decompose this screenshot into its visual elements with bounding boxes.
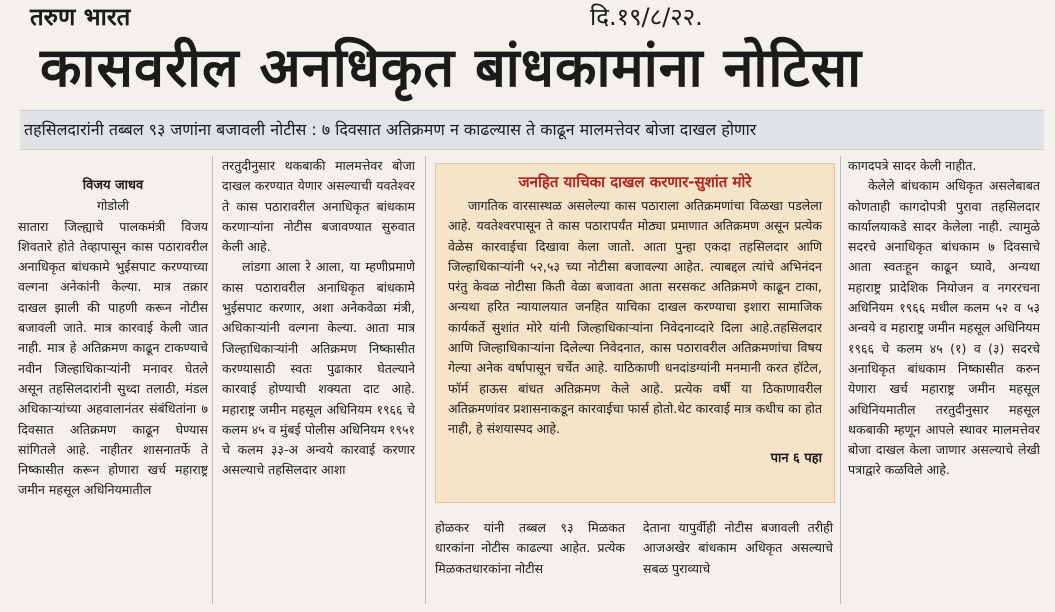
bottom-columns [435, 518, 835, 606]
byline: विजय जाधव [82, 178, 144, 193]
headline: कासवरील अनधिकृत बांधकामांना नोटिसा [40, 36, 863, 99]
bottom-left-text: होळकर यांनी तब्बल ९३ मिळकत धारकांना नोटीस काढल्या आहेत. प्रत्येक मिळकतधारकांना नोटीस [435, 520, 625, 576]
bottom-right-text: देताना यापुर्वीही नोटीस बजावली तरीही आजअखेर बांधकाम अधिकृत असल्याचे सबळ पुराव्याचे [643, 520, 833, 576]
sidebar-box [435, 163, 835, 503]
dateline-place: गोडोली [97, 198, 129, 214]
column-4-paragraph-2: केलेले बांधकाम अधिकृत असलेबाबत कोणताही कागदोपत्री पुरावा तहसिलदार कार्यालयाकडे सादर केलेला नाही. त्यामुळे सदरचे अनाधिकृत बांधकाम ७ दिवसाचे आता स्वतःहून काढून घ्यावे, अन्यथा महाराष्ट्र प्रादेशिक नियोजन व नगररचना अधिनियम १९६६ मधील कलम ५२ व ५३ अन्वये व महाराष्ट्र जमीन महसूल अधिनियम १९६६ चे कलम ४५ (१) व (३) सदरचे अनाधिकृत बांधकाम निष्कासीत करुन येणारा खर्च महाराष्ट्र जमीन महसूल अधिनियमातील तरतुदीनुसार महसूल थकबाकी म्हणून आपले स्थावर मालमत्तेवर बोजा दाखल केला जाणार असल्याचे लेखी पत्राद्वारे कळविले आहे. [848, 178, 1040, 478]
continued-on-page: पान ६ पहा [770, 450, 822, 466]
masthead: तरुण भारत [30, 3, 131, 31]
column-divider [840, 156, 841, 604]
subheadline: तहसिलदारांनी तब्बल ९३ जणांना बजावली नोटीस : ७ दिवसात अतिक्रमण न काढल्यास ते काढून मालमत्तेवर बोजा दाखल होणार [20, 110, 1044, 150]
column-divider [212, 156, 213, 604]
column-2-paragraph-1: तरतुदीनुसार थकबाकी मालमत्तेवर बोजा दाखल करण्यात येणार असल्याची यवतेश्वर ते कास पठारावरील अनाधिकृत बांधकाम करणाऱ्यांना नोटीस बजावण्यात सुरुवात केली आहे. [222, 158, 415, 255]
box-body: जागतिक वारसास्थळ असलेल्या कास पठाराला अतिक्रमणांचा विळखा पडलेला आहे. यवतेश्वरपासून ते कास पठारापर्यंत मोठ्या प्रमाणात अतिक्रमण असून प्रत्येक वेळेस कारवाईचा दिखावा केला जातो. आता पुन्हा एकदा तहसिलदार आणि जिल्हाधिकाऱ्यांनी ५२,५३ च्या नोटीसा बजावल्या आहेत. त्याबद्दल त्यांचे अभिनंदन परंतु केवळ नोटीसा किती वेळा बजावता आता सरसकट अतिक्रमणे काढून टाका, अन्यथा हरित न्यायालयात जनहित याचिका दाखल करण्याचा इशारा सामाजिक कार्यकर्ते सुशांत मोरे यांनी जिल्हाधिकाऱ्यांना निवेदनाव्दारे दिला आहे.तहसिलदार आणि जिल्हाधिकाऱ्यांना दिलेल्या निवेदनात, कास पठारावरील अतिक्रमणांचा विषय गेल्या अनेक वर्षापासून चर्चेत आहे. याठिकाणी धनदांडग्यांनी मनमानी करत हॉटेल, फॉर्म हाऊस बांधत अतिक्रमण केले आहे. प्रत्येक वर्षी या ठिकाणावरील अतिक्रमणांवर प्रशासनाकडून कारवाईचा फार्स होतो.थेट कारवाई मात्र कधीच का होत नाही, हे संशयास्पद आहे. [448, 198, 822, 437]
column-2 [222, 156, 415, 606]
column-divider [425, 156, 426, 604]
column-1 [18, 156, 208, 606]
column-4 [848, 156, 1040, 606]
date: दि.१९/८/२२. [590, 3, 703, 31]
box-title: जनहित याचिका दाखल करणार-सुशांत मोरे [518, 173, 752, 191]
column-4-paragraph-1: कागदपत्रे सादर केली नाहीत. [848, 158, 977, 173]
column-1-text: सातारा जिल्ह्याचे पालकमंत्री विजय शिवतारे होते तेव्हापासून कास पठारावरील अनाधिकृत बांधकामे भुईसपाट करण्याच्या वल्गना अनेकांनी केल्या. मात्र तक्रार दाखल झाली की पाहणी करून नोटीस बजावली जाते. मात्र कारवाई केली जात नाही. मात्र हे अतिक्रमण काढून टाकण्याचे नवीन जिल्हाधिकाऱ्यांनी मनावर घेतले असून तहसिलदारांनी सुध्दा तलाठी, मंडल अधिकाऱ्यांच्या अहवालानंतर संबंधितांना ७ दिवसात अतिक्रमण काढून घेण्यास सांगितले आहे. नाहीतर शासनातर्फे ते निष्कासीत करून होणारा खर्च महाराष्ट्र जमीन महसूल अधिनियमातील [18, 218, 208, 498]
column-2-paragraph-2: लांडगा आला रे आला, या म्हणीप्रमाणे कास पठारावरील अनाधिकृत बांधकामे भुईसपाट करणार, अशा अनेकवेळा मंत्री, अधिकाऱ्यांनी वल्गना केल्या. आता मात्र जिल्हाधिकाऱ्यांनी अतिक्रमण निष्कासीत करण्यासाठी स्वतः पुढाकार घेतल्याने कारवाई होण्याची शक्यता दाट आहे. महाराष्ट्र जमीन महसूल अधिनियम १९६६ चे कलम ४५ व मुंबई पोलीस अधिनियम १९५१ चे कलम ३३-अ अन्वये कारवाई करणार असल्याचे तहसिलदार आशा [222, 259, 415, 478]
